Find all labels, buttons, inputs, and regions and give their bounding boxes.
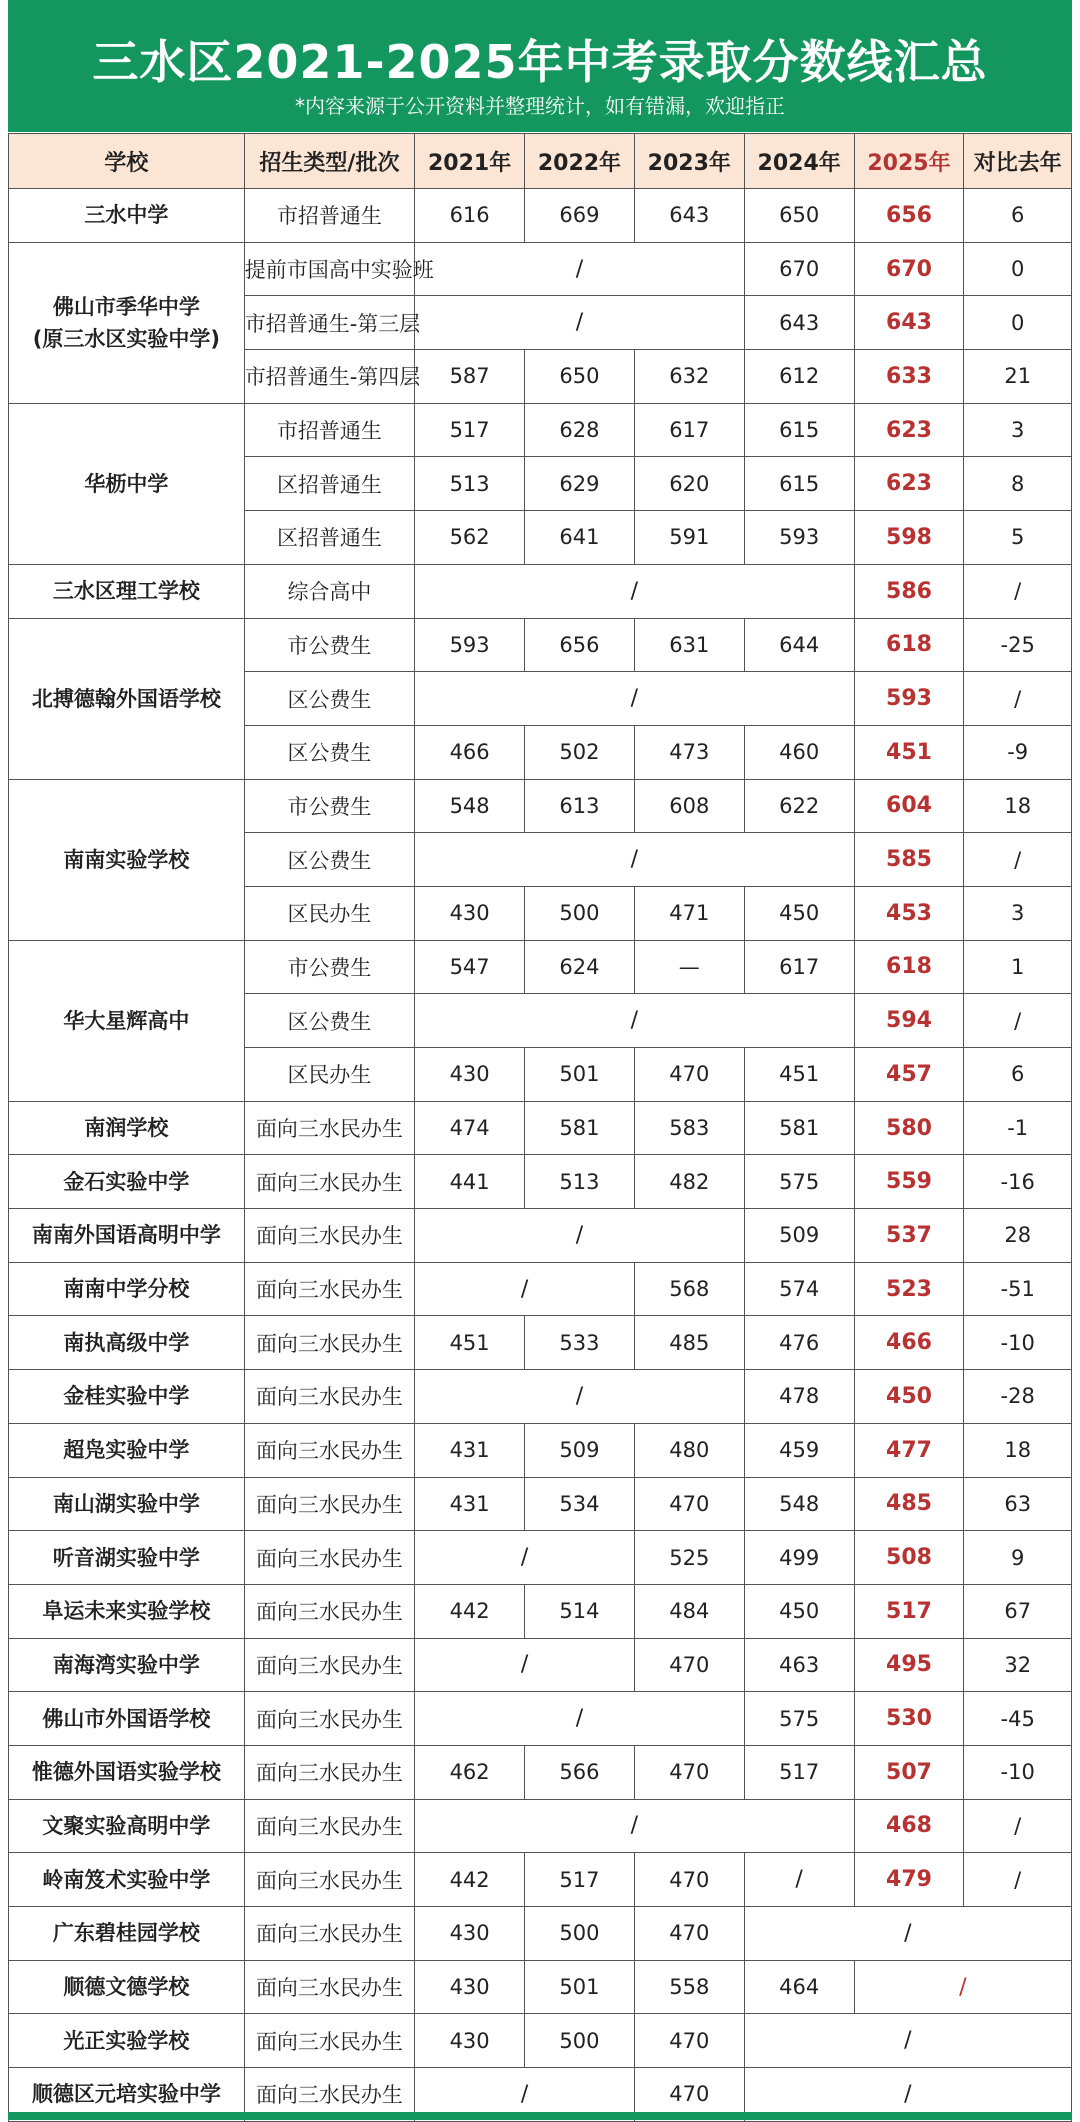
score-2024: 517 — [744, 1745, 854, 1799]
change-vs-last-year: 67 — [964, 1584, 1072, 1638]
score-2025: 559 — [854, 1155, 964, 1209]
score-2025: 453 — [854, 886, 964, 940]
score-2023: 643 — [634, 189, 744, 243]
change-vs-last-year: 3 — [964, 886, 1072, 940]
table-row — [9, 1638, 1072, 1692]
score-2025: 466 — [854, 1316, 964, 1370]
admission-type: 区公费生 — [244, 994, 414, 1048]
change-vs-last-year: 0 — [964, 242, 1072, 296]
admission-type: 面向三水民办生 — [244, 1423, 414, 1477]
school-name: 顺德文德学校 — [9, 1960, 245, 2014]
change-vs-last-year: -25 — [964, 618, 1072, 672]
score-2021: 430 — [415, 1907, 525, 1961]
page-title: 三水区2021-2025年中考录取分数线汇总 — [92, 35, 988, 89]
score-2024: 476 — [744, 1316, 854, 1370]
change-vs-last-year: 9 — [964, 1531, 1072, 1585]
admission-type: 面向三水民办生 — [244, 1907, 414, 1961]
score-2024: 450 — [744, 886, 854, 940]
score-2021-2022-merged: / — [415, 1262, 635, 1316]
score-2025: 451 — [854, 725, 964, 779]
school-name: 惟德外国语实验学校 — [9, 1745, 245, 1799]
score-2025-change-merged: / — [854, 1960, 1071, 2014]
score-2021: 466 — [415, 725, 525, 779]
score-2025: 643 — [854, 296, 964, 350]
score-2025: 468 — [854, 1799, 964, 1853]
school-name: 三水中学 — [9, 189, 245, 243]
score-2023: 470 — [634, 1907, 744, 1961]
col-header-2025: 2025年 — [854, 134, 964, 189]
score-2023: 470 — [634, 1048, 744, 1102]
score-2025: 670 — [854, 242, 964, 296]
score-2024: 644 — [744, 618, 854, 672]
score-2022: 613 — [525, 779, 635, 833]
school-name: 文聚实验高明中学 — [9, 1799, 245, 1853]
score-2025: 477 — [854, 1423, 964, 1477]
table-row — [9, 1907, 1072, 1961]
score-2024: 574 — [744, 1262, 854, 1316]
col-header-2022: 2022年 — [525, 134, 635, 189]
score-2023: 558 — [634, 1960, 744, 2014]
score-2023: 470 — [634, 2014, 744, 2068]
change-vs-last-year: -28 — [964, 1370, 1072, 1424]
score-2021: 430 — [415, 886, 525, 940]
score-2021: 547 — [415, 940, 525, 994]
score-2025: 586 — [854, 564, 964, 618]
score-2022: 502 — [525, 725, 635, 779]
score-2021: 431 — [415, 1477, 525, 1531]
col-header-school: 学校 — [9, 134, 245, 189]
admission-type: 面向三水民办生 — [244, 1477, 414, 1531]
score-2021-2024-merged: / — [415, 1799, 854, 1853]
change-vs-last-year: 3 — [964, 403, 1072, 457]
score-2023: 631 — [634, 618, 744, 672]
admission-type: 面向三水民办生 — [244, 2068, 414, 2122]
admission-type: 面向三水民办生 — [244, 1209, 414, 1263]
score-2021: 616 — [415, 189, 525, 243]
score-2025: 633 — [854, 350, 964, 404]
score-2021: 442 — [415, 1584, 525, 1638]
change-vs-last-year: -16 — [964, 1155, 1072, 1209]
col-header-2023: 2023年 — [634, 134, 744, 189]
change-vs-last-year: / — [964, 564, 1072, 618]
bottom-border — [8, 2112, 1072, 2120]
admission-type: 面向三水民办生 — [244, 1638, 414, 1692]
change-vs-last-year: 5 — [964, 511, 1072, 565]
change-vs-last-year: / — [964, 1853, 1072, 1907]
score-2025: 623 — [854, 403, 964, 457]
score-2021-2024-merged: / — [415, 672, 854, 726]
admission-type: 区公费生 — [244, 672, 414, 726]
admission-type: 面向三水民办生 — [244, 1745, 414, 1799]
admission-type: 市招普通生 — [244, 189, 414, 243]
score-2022: 500 — [525, 1907, 635, 1961]
school-name: 金桂实验中学 — [9, 1370, 245, 1424]
score-2024: 450 — [744, 1584, 854, 1638]
score-2022: 500 — [525, 886, 635, 940]
admission-type: 市招普通生-第三层 — [244, 296, 414, 350]
score-2021-2022-merged: / — [415, 1531, 635, 1585]
table-row — [9, 1316, 1072, 1370]
admission-type: 面向三水民办生 — [244, 1853, 414, 1907]
score-2022: 501 — [525, 1048, 635, 1102]
admission-type: 区招普通生 — [244, 457, 414, 511]
score-2022: 629 — [525, 457, 635, 511]
score-2023: 632 — [634, 350, 744, 404]
score-2021: 451 — [415, 1316, 525, 1370]
score-2021: 593 — [415, 618, 525, 672]
score-2025: 457 — [854, 1048, 964, 1102]
col-header-change: 对比去年 — [964, 134, 1072, 189]
table-row — [9, 779, 1072, 833]
score-2023: 480 — [634, 1423, 744, 1477]
score-2021: 430 — [415, 1048, 525, 1102]
score-2021-2023-merged: / — [415, 1370, 745, 1424]
score-2021: 430 — [415, 2014, 525, 2068]
table-row — [9, 1692, 1072, 1746]
score-2024: 460 — [744, 725, 854, 779]
score-2021: 441 — [415, 1155, 525, 1209]
table-row — [9, 1584, 1072, 1638]
score-2023: 525 — [634, 1531, 744, 1585]
score-2025: 593 — [854, 672, 964, 726]
school-name: 华大星辉高中 — [9, 940, 245, 1101]
school-name: 听音湖实验中学 — [9, 1531, 245, 1585]
score-2025: 623 — [854, 457, 964, 511]
admission-type: 提前市国高中实验班 — [244, 242, 414, 296]
admission-type: 市公费生 — [244, 940, 414, 994]
score-2024: / — [744, 1853, 854, 1907]
score-2025: 495 — [854, 1638, 964, 1692]
table-row — [9, 2014, 1072, 2068]
score-2025: 485 — [854, 1477, 964, 1531]
change-vs-last-year: -51 — [964, 1262, 1072, 1316]
admission-type: 面向三水民办生 — [244, 1101, 414, 1155]
change-vs-last-year: / — [964, 833, 1072, 887]
admission-type: 区公费生 — [244, 833, 414, 887]
school-name: 南南外国语高明中学 — [9, 1209, 245, 1263]
table-row — [9, 1370, 1072, 1424]
school-name: 岭南笈术实验中学 — [9, 1853, 245, 1907]
school-name: 南海湾实验中学 — [9, 1638, 245, 1692]
score-2024-change-merged: / — [744, 2068, 1071, 2122]
score-2022: 534 — [525, 1477, 635, 1531]
score-2024: 478 — [744, 1370, 854, 1424]
score-2025: 618 — [854, 940, 964, 994]
score-2022: 656 — [525, 618, 635, 672]
admission-type: 市公费生 — [244, 779, 414, 833]
score-2023: 608 — [634, 779, 744, 833]
score-2022: 624 — [525, 940, 635, 994]
score-2021-2022-merged: / — [415, 2068, 635, 2122]
change-vs-last-year: -10 — [964, 1745, 1072, 1799]
score-2023: 484 — [634, 1584, 744, 1638]
score-2023: 620 — [634, 457, 744, 511]
score-2023: 591 — [634, 511, 744, 565]
col-header-type: 招生类型/批次 — [244, 134, 414, 189]
table-row — [9, 1209, 1072, 1263]
table-row — [9, 1262, 1072, 1316]
score-2025: 594 — [854, 994, 964, 1048]
score-2024: 575 — [744, 1692, 854, 1746]
table-row — [9, 1155, 1072, 1209]
score-2023: 470 — [634, 2068, 744, 2122]
school-name: 三水区理工学校 — [9, 564, 245, 618]
table-row — [9, 940, 1072, 994]
score-2024: 615 — [744, 457, 854, 511]
score-2024: 499 — [744, 1531, 854, 1585]
table-row — [9, 1745, 1072, 1799]
score-2023: 473 — [634, 725, 744, 779]
admission-type: 面向三水民办生 — [244, 1692, 414, 1746]
change-vs-last-year: / — [964, 994, 1072, 1048]
school-name: 南山湖实验中学 — [9, 1477, 245, 1531]
table-row — [9, 1960, 1072, 2014]
change-vs-last-year: 6 — [964, 189, 1072, 243]
score-2023: 568 — [634, 1262, 744, 1316]
score-2024: 617 — [744, 940, 854, 994]
score-2021-2023-merged: / — [415, 1209, 745, 1263]
school-name: 南南中学分校 — [9, 1262, 245, 1316]
score-2022: 669 — [525, 189, 635, 243]
score-2025: 507 — [854, 1745, 964, 1799]
score-table — [8, 133, 1072, 2122]
score-2023: 471 — [634, 886, 744, 940]
admission-type: 综合高中 — [244, 564, 414, 618]
score-2024: 464 — [744, 1960, 854, 2014]
school-name: 华枥中学 — [9, 403, 245, 564]
change-vs-last-year: / — [964, 1799, 1072, 1853]
score-2024: 459 — [744, 1423, 854, 1477]
score-2023: 470 — [634, 1745, 744, 1799]
score-2024: 643 — [744, 296, 854, 350]
score-2021: 548 — [415, 779, 525, 833]
source-note: *内容来源于公开资料并整理统计，如有错漏，欢迎指正 — [295, 94, 785, 118]
change-vs-last-year: 28 — [964, 1209, 1072, 1263]
column-header-row — [9, 134, 1072, 189]
change-vs-last-year: 6 — [964, 1048, 1072, 1102]
school-name: 广东碧桂园学校 — [9, 1907, 245, 1961]
score-2021-2024-merged: / — [415, 994, 854, 1048]
change-vs-last-year: 63 — [964, 1477, 1072, 1531]
change-vs-last-year: 32 — [964, 1638, 1072, 1692]
table-row — [9, 189, 1072, 243]
score-2024: 650 — [744, 189, 854, 243]
score-2021-2023-merged: / — [415, 1692, 745, 1746]
change-vs-last-year: -1 — [964, 1101, 1072, 1155]
score-2025: 618 — [854, 618, 964, 672]
score-2022: 628 — [525, 403, 635, 457]
score-2025: 604 — [854, 779, 964, 833]
score-2023: 617 — [634, 403, 744, 457]
score-2024-change-merged: / — [744, 2014, 1071, 2068]
score-2022: 509 — [525, 1423, 635, 1477]
score-2024: 509 — [744, 1209, 854, 1263]
school-name: 超凫实验中学 — [9, 1423, 245, 1477]
change-vs-last-year: -45 — [964, 1692, 1072, 1746]
table-row — [9, 1799, 1072, 1853]
score-2021: 517 — [415, 403, 525, 457]
title-banner — [8, 0, 1072, 132]
admission-type: 面向三水民办生 — [244, 2014, 414, 2068]
score-2025: 523 — [854, 1262, 964, 1316]
school-name: 金石实验中学 — [9, 1155, 245, 1209]
score-2021: 431 — [415, 1423, 525, 1477]
admission-type: 市招普通生-第四层 — [244, 350, 414, 404]
score-2021: 462 — [415, 1745, 525, 1799]
score-2022: 500 — [525, 2014, 635, 2068]
score-2025: 450 — [854, 1370, 964, 1424]
score-2021-2024-merged: / — [415, 833, 854, 887]
score-2021: 474 — [415, 1101, 525, 1155]
school-name: 北搏德翰外国语学校 — [9, 618, 245, 779]
change-vs-last-year: 8 — [964, 457, 1072, 511]
table-row — [9, 564, 1072, 618]
score-2021-2023-merged: / — [415, 296, 745, 350]
score-2021: 442 — [415, 1853, 525, 1907]
admission-type: 区民办生 — [244, 1048, 414, 1102]
admission-type: 面向三水民办生 — [244, 1370, 414, 1424]
score-2021-2024-merged: / — [415, 564, 854, 618]
score-2024-change-merged: / — [744, 1907, 1071, 1961]
score-2021: 513 — [415, 457, 525, 511]
col-header-2021: 2021年 — [415, 134, 525, 189]
score-2024: 593 — [744, 511, 854, 565]
col-header-2024: 2024年 — [744, 134, 854, 189]
school-name: 南执高级中学 — [9, 1316, 245, 1370]
score-2022: 513 — [525, 1155, 635, 1209]
score-2025: 585 — [854, 833, 964, 887]
school-name: 顺德区元培实验中学 — [9, 2068, 245, 2122]
change-vs-last-year: 18 — [964, 779, 1072, 833]
admission-type: 面向三水民办生 — [244, 1584, 414, 1638]
score-2021: 562 — [415, 511, 525, 565]
score-2023: 583 — [634, 1101, 744, 1155]
school-name: 阜运未来实验学校 — [9, 1584, 245, 1638]
score-2022: 650 — [525, 350, 635, 404]
score-2025: 656 — [854, 189, 964, 243]
change-vs-last-year: 1 — [964, 940, 1072, 994]
change-vs-last-year: 18 — [964, 1423, 1072, 1477]
table-row — [9, 242, 1072, 296]
score-2023: 470 — [634, 1853, 744, 1907]
score-2024: 463 — [744, 1638, 854, 1692]
score-2023: 482 — [634, 1155, 744, 1209]
score-2025: 580 — [854, 1101, 964, 1155]
score-2022: 581 — [525, 1101, 635, 1155]
table-row — [9, 1423, 1072, 1477]
school-name: 佛山市外国语学校 — [9, 1692, 245, 1746]
change-vs-last-year: 21 — [964, 350, 1072, 404]
score-2024: 451 — [744, 1048, 854, 1102]
admission-type: 区民办生 — [244, 886, 414, 940]
change-vs-last-year: -9 — [964, 725, 1072, 779]
score-2021: 430 — [415, 1960, 525, 2014]
score-2023: 485 — [634, 1316, 744, 1370]
score-2024: 670 — [744, 242, 854, 296]
score-2022: 517 — [525, 1853, 635, 1907]
score-2022: 533 — [525, 1316, 635, 1370]
score-2024: 548 — [744, 1477, 854, 1531]
table-row — [9, 1853, 1072, 1907]
score-2023: 470 — [634, 1638, 744, 1692]
table-row — [9, 403, 1072, 457]
change-vs-last-year: 0 — [964, 296, 1072, 350]
score-2024: 575 — [744, 1155, 854, 1209]
admission-type: 市招普通生 — [244, 403, 414, 457]
score-2023: — — [634, 940, 744, 994]
admission-type: 区公费生 — [244, 725, 414, 779]
admission-type: 区招普通生 — [244, 511, 414, 565]
score-2024: 622 — [744, 779, 854, 833]
change-vs-last-year: / — [964, 672, 1072, 726]
table-row — [9, 1531, 1072, 1585]
score-2022: 501 — [525, 1960, 635, 2014]
score-2025: 598 — [854, 511, 964, 565]
table-row — [9, 1477, 1072, 1531]
score-2023: 470 — [634, 1477, 744, 1531]
score-2024: 581 — [744, 1101, 854, 1155]
change-vs-last-year: -10 — [964, 1316, 1072, 1370]
admission-type: 面向三水民办生 — [244, 1155, 414, 1209]
score-2022: 566 — [525, 1745, 635, 1799]
score-2021: 587 — [415, 350, 525, 404]
score-2022: 641 — [525, 511, 635, 565]
school-name: 南润学校 — [9, 1101, 245, 1155]
table-row — [9, 618, 1072, 672]
score-2025: 508 — [854, 1531, 964, 1585]
school-name: 光正实验学校 — [9, 2014, 245, 2068]
table-row — [9, 1101, 1072, 1155]
admission-type: 面向三水民办生 — [244, 1316, 414, 1370]
score-2021-2023-merged: / — [415, 242, 745, 296]
school-name: 南南实验学校 — [9, 779, 245, 940]
score-2024: 615 — [744, 403, 854, 457]
score-2025: 530 — [854, 1692, 964, 1746]
score-2025: 537 — [854, 1209, 964, 1263]
admission-type: 面向三水民办生 — [244, 1531, 414, 1585]
score-2025: 517 — [854, 1584, 964, 1638]
admission-type: 面向三水民办生 — [244, 1799, 414, 1853]
score-2025: 479 — [854, 1853, 964, 1907]
admission-type: 市公费生 — [244, 618, 414, 672]
score-2021-2022-merged: / — [415, 1638, 635, 1692]
score-2024: 612 — [744, 350, 854, 404]
school-name: 佛山市季华中学 (原三水区实验中学) — [9, 242, 245, 403]
admission-type: 面向三水民办生 — [244, 1262, 414, 1316]
admission-type: 面向三水民办生 — [244, 1960, 414, 2014]
score-2022: 514 — [525, 1584, 635, 1638]
